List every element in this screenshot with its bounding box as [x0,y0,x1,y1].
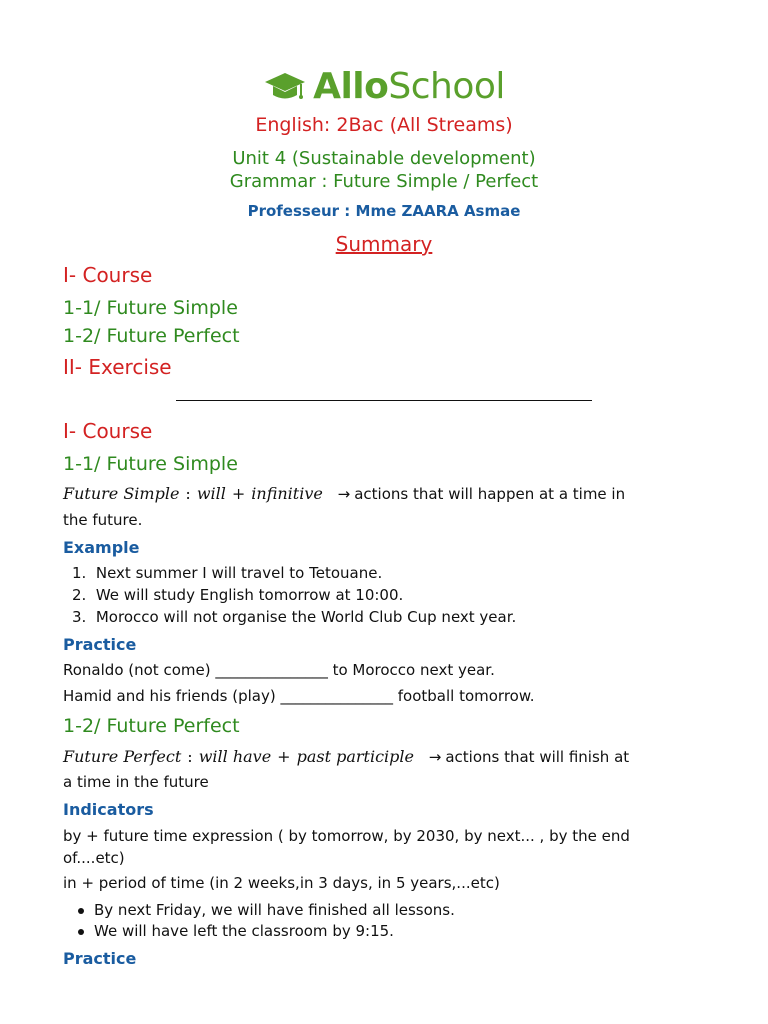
example-label: Example [63,538,140,557]
example-item: 1. Next summer I will travel to Tetouane. [72,564,383,582]
graduation-cap-icon [263,69,307,105]
future-perfect-heading: 1-2/ Future Perfect [63,715,240,737]
practice-label: Practice [63,949,137,968]
formula-colon: : [187,747,193,766]
summary-item-future-simple[interactable]: 1-1/ Future Simple [63,297,238,319]
indicator-line: in + period of time (in 2 weeks,in 3 days, in 5 years,...etc) [63,874,500,892]
future-simple-formula [63,484,625,503]
formula-lhs: Future Simple [63,484,180,503]
bullet-icon [78,908,84,914]
bullet-icon [78,929,84,935]
practice-item: Ronaldo (not come) _______________ to Morocco next year. [63,661,495,679]
example-item: 3. Morocco will not organise the World Club Cup next year. [72,608,517,626]
indicator-line: by + future time expression ( by tomorrow, by 2030, by next... , by the end [63,827,630,845]
section-divider [176,400,592,401]
formula-will-have: will have [198,747,272,766]
formula-plus: + [231,484,246,503]
teacher-name: Professeur : Mme ZAARA Asmae [247,202,521,220]
logo-wordmark: AlloSchool [313,66,505,107]
practice-label: Practice [63,635,137,654]
example-item: 2. We will study English tomorrow at 10:00. [72,586,404,604]
formula-plus: + [277,747,291,766]
practice-item: Hamid and his friends (play) _______________ football tomorrow. [63,687,535,705]
definition-line1: actions that will happen at a time in [354,485,626,503]
definition-line2: the future. [63,511,143,529]
indicator-line: of....etc) [63,849,125,867]
formula-will: will [196,484,226,503]
definition-line2: a time in the future [63,773,209,791]
grammar-title: Grammar : Future Simple / Perfect [229,171,539,192]
summary-item-exercise[interactable]: II- Exercise [63,355,172,379]
alloschool-logo [0,66,768,107]
arrow-icon: → [428,748,442,766]
summary-heading: Summary [335,232,433,256]
document-title: English: 2Bac (All Streams) [255,114,513,136]
future-perfect-formula [63,747,629,766]
bullet-item: We will have left the classroom by 9:15. [78,922,394,940]
summary-item-future-perfect[interactable]: 1-2/ Future Perfect [63,325,240,347]
indicators-label: Indicators [63,800,154,819]
arrow-icon: → [337,485,351,503]
course-heading: I- Course [63,419,153,443]
future-simple-heading: 1-1/ Future Simple [63,453,238,475]
formula-lhs: Future Perfect [63,747,182,766]
summary-item-course[interactable]: I- Course [63,263,153,287]
definition-line1: actions that will finish at [445,748,630,766]
formula-colon: : [185,484,191,503]
formula-past-participle: past participle [296,747,414,766]
formula-infinitive: infinitive [251,484,323,503]
unit-title: Unit 4 (Sustainable development) [232,148,536,169]
bullet-item: By next Friday, we will have finished all lessons. [78,901,455,919]
